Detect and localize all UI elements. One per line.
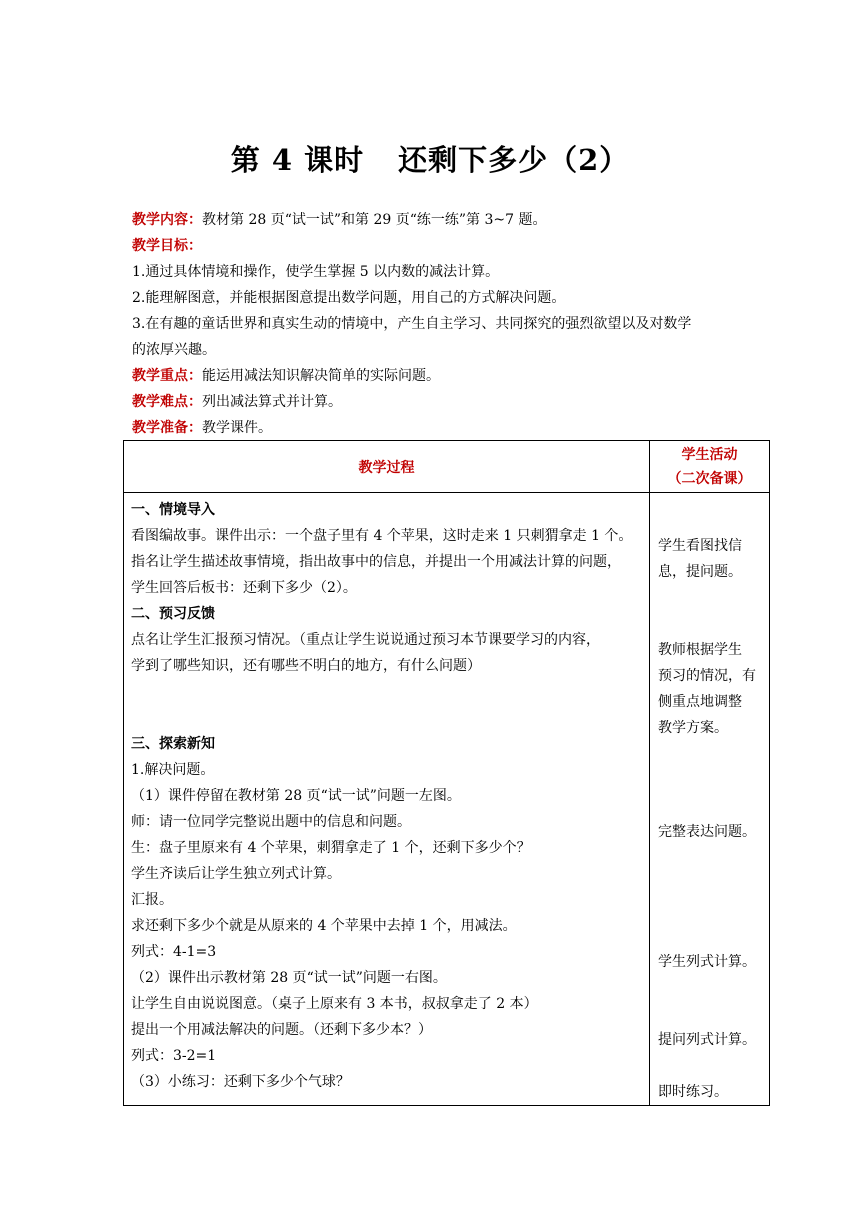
process-line: 列式：4-1=3 xyxy=(131,944,217,960)
activity-line xyxy=(658,1001,765,1027)
process-line: 学生回答后板书：还剩下多少（2）。 xyxy=(131,580,357,596)
activity-line: 学生看图找信 xyxy=(658,538,742,554)
objective-2: 2.能理解图意，并能根据图意提出数学问题，用自己的方式解决问题。 xyxy=(132,290,566,306)
process-cell xyxy=(124,493,650,1106)
page-title xyxy=(0,138,860,179)
process-line: 提出一个用减法解决的问题。（还剩下多少本？） xyxy=(131,1022,432,1038)
activity-line xyxy=(658,611,765,637)
process-line: 列式：3-2=1 xyxy=(131,1048,217,1064)
activity-line: 即时练习。 xyxy=(658,1084,728,1100)
header-process: 教学过程 xyxy=(124,441,650,493)
activity-line: 学生列式计算。 xyxy=(658,954,756,970)
activity-line: 侧重点地调整 xyxy=(658,694,742,710)
process-line: （2）课件出示教材第 28 页“试一试”问题一右图。 xyxy=(131,970,447,986)
activity-line: 息，提问题。 xyxy=(658,564,742,580)
process-line: 生：盘子里原来有 4 个苹果，刺猬拿走了 1 个，还剩下多少个？ xyxy=(131,840,531,856)
info-content xyxy=(132,207,772,233)
objective-3: 3.在有趣的童话世界和真实生动的情境中，产生自主学习、共同探究的强烈欲望以及对数学 xyxy=(132,316,692,332)
activity-line: 提问列式计算。 xyxy=(658,1032,756,1048)
info-difficulty xyxy=(132,389,772,415)
activity-line xyxy=(658,585,765,611)
process-line: 指名让学生描述故事情境，指出故事中的信息，并提出一个用减法计算的问题， xyxy=(131,554,621,570)
objective-1: 1.通过具体情境和操作，使学生掌握 5 以内数的减法计算。 xyxy=(132,264,500,280)
lesson-info xyxy=(132,207,772,441)
activity-line: 教学方案。 xyxy=(658,720,728,736)
info-label: 教学内容： xyxy=(132,212,202,228)
objective-3-cont: 的浓厚兴趣。 xyxy=(132,342,216,358)
activity-line xyxy=(658,1053,765,1079)
activity-line xyxy=(658,793,765,819)
activity-line: 完整表达问题。 xyxy=(658,824,756,840)
spacer xyxy=(131,705,643,731)
info-key-point xyxy=(132,363,772,389)
process-line: 1.解决问题。 xyxy=(131,762,215,778)
info-objectives xyxy=(132,233,772,259)
process-line: （3）小练习：还剩下多少个气球？ xyxy=(131,1074,350,1090)
activity-line xyxy=(658,975,765,1001)
process-line: 求还剩下多少个就是从原来的 4 个苹果中去掉 1 个，用减法。 xyxy=(131,918,517,934)
info-label: 教学目标： xyxy=(132,238,202,254)
process-line: 学到了哪些知识，还有哪些不明白的地方，有什么问题） xyxy=(131,658,481,674)
activity-line: 教师根据学生 xyxy=(658,642,742,658)
spacer xyxy=(131,679,643,705)
process-line: 点名让学生汇报预习情况。（重点让学生说说通过预习本节课要学习的内容， xyxy=(131,632,600,648)
lesson-number: 第 4 课时 xyxy=(230,143,365,177)
activity-line xyxy=(658,897,765,923)
lesson-plan-table xyxy=(123,440,770,1106)
process-line: 让学生自由说说图意。（桌子上原来有 3 本书，叔叔拿走了 2 本） xyxy=(131,996,538,1012)
header-activity xyxy=(650,441,770,493)
section-heading: 一、情境导入 xyxy=(131,502,215,518)
activity-line xyxy=(658,923,765,949)
info-text: 教材第 28 页“试一试”和第 29 页“练一练”第 3~7 题。 xyxy=(202,212,547,228)
activity-cell xyxy=(650,493,770,1106)
process-line: 学生齐读后让学生独立列式计算。 xyxy=(131,866,341,882)
info-label: 教学准备： xyxy=(132,420,202,436)
header-activity-subtitle: （二次备课） xyxy=(667,471,752,487)
section-heading: 二、预习反馈 xyxy=(131,606,215,622)
info-text: 列出减法算式并计算。 xyxy=(202,394,342,410)
activity-line: 预习的情况，有 xyxy=(658,668,756,684)
info-label: 教学重点： xyxy=(132,368,202,384)
info-preparation xyxy=(132,415,772,441)
info-text: 能运用减法知识解决简单的实际问题。 xyxy=(202,368,440,384)
info-text: 教学课件。 xyxy=(202,420,272,436)
activity-line xyxy=(658,871,765,897)
activity-line xyxy=(658,741,765,767)
activity-line xyxy=(658,507,765,533)
process-line: 师：请一位同学完整说出题中的信息和问题。 xyxy=(131,814,411,830)
process-line: 汇报。 xyxy=(131,892,173,908)
info-label: 教学难点： xyxy=(132,394,202,410)
process-line: （1）课件停留在教材第 28 页“试一试”问题一左图。 xyxy=(131,788,461,804)
header-activity-title: 学生活动 xyxy=(681,447,738,463)
activity-line xyxy=(658,845,765,871)
process-line: 看图编故事。课件出示：一个盘子里有 4 个苹果，这时走来 1 只刺猬拿走 1 个。 xyxy=(131,528,633,544)
table-body-row xyxy=(124,493,770,1106)
section-heading: 三、探索新知 xyxy=(131,736,215,752)
activity-line xyxy=(658,767,765,793)
table-header-row xyxy=(124,441,770,493)
lesson-topic: 还剩下多少（2） xyxy=(398,143,630,177)
